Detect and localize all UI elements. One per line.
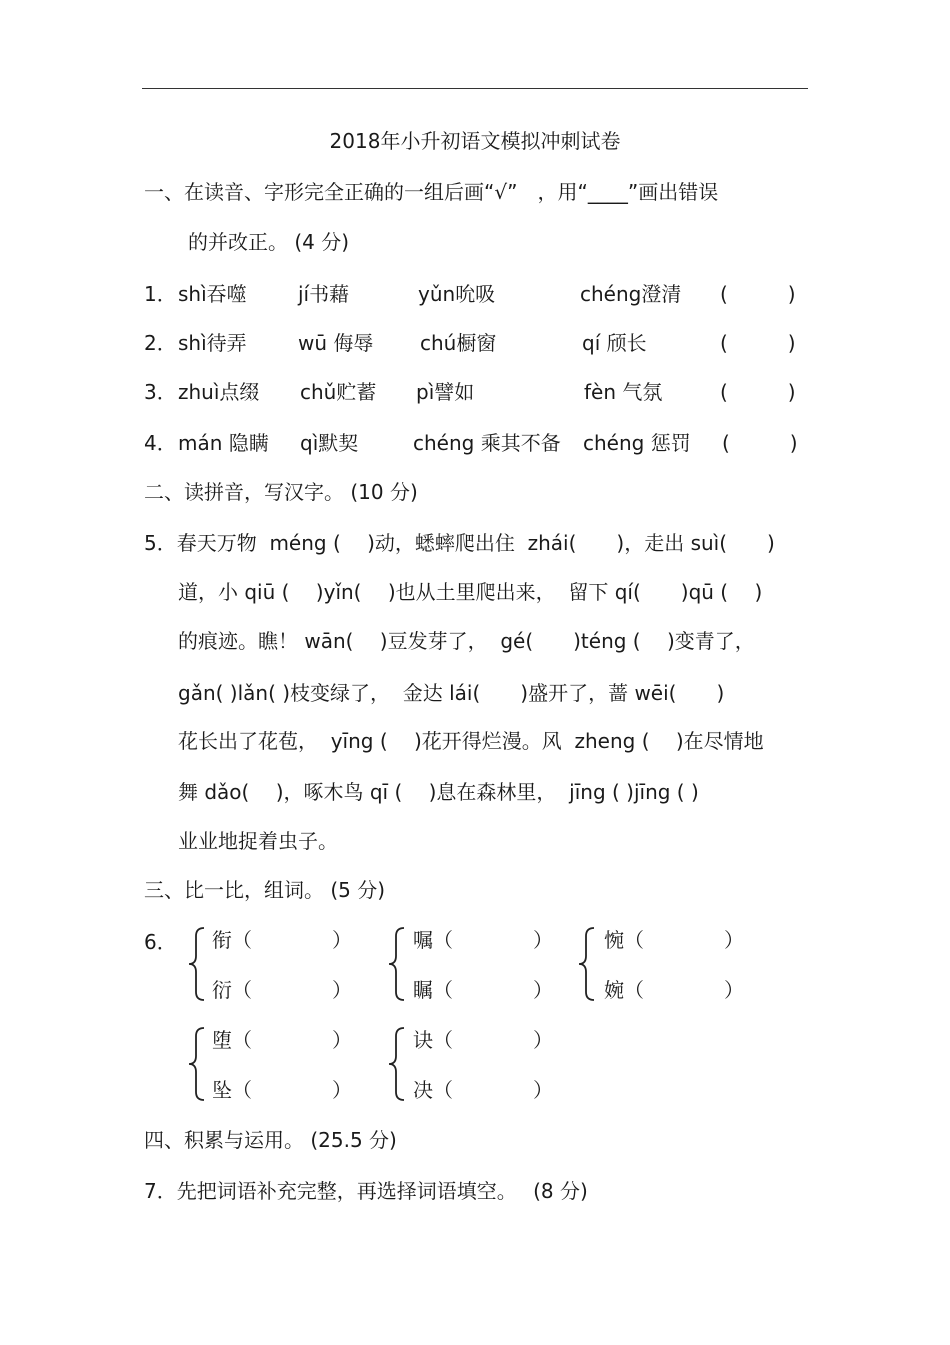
row-number: 4． [144, 431, 177, 455]
option-a: mán 隐瞒 [178, 431, 269, 455]
word-pair-bottom: 决（ ） [413, 1078, 553, 1102]
word-pair-top: 惋（ ） [604, 928, 744, 952]
option-d: fèn 气氛 [584, 380, 663, 404]
option-c: chéng 乘其不备 [413, 431, 561, 455]
option-b: jí书藉 [298, 282, 350, 306]
section3-heading: 三、比一比，组词。 (5 分) [144, 878, 386, 902]
answer-blank[interactable]: ( ) [722, 431, 798, 455]
passage-line: 业业地捉着虫子。 [178, 829, 338, 853]
brace-icon [388, 926, 406, 1002]
passage-line: 5．春天万物 méng ( )动，蟋蟀爬出住 zhái( )，走出 suì( ) [144, 531, 775, 555]
brace-icon [188, 926, 206, 1002]
passage-line: 花长出了花苞， yīng ( )花开得烂漫。风 zheng ( )在尽情地 [178, 729, 764, 753]
word-pair-bottom: 婉（ ） [604, 978, 744, 1002]
answer-blank[interactable]: ( ) [720, 380, 796, 404]
row-number: 1． [144, 282, 177, 306]
word-pair-top: 衔（ ） [212, 928, 352, 952]
option-d: chéng澄清 [580, 282, 682, 306]
option-c: yǔn吮吸 [418, 282, 496, 306]
option-c: pì譬如 [416, 380, 475, 404]
option-b: qì默契 [300, 431, 359, 455]
brace-icon [188, 1026, 206, 1102]
passage-line: gǎn( )lǎn( )枝变绿了， 金达 lái( )盛开了，蔷 wēi( ) [178, 681, 725, 705]
word-pair-top: 诀（ ） [413, 1028, 553, 1052]
option-d: chéng 惩罚 [583, 431, 691, 455]
word-pair-top: 嘱（ ） [413, 928, 553, 952]
page-title: 2018年小升初语文模拟冲刺试卷 [329, 129, 621, 153]
question-7: 7．先把词语补充完整，再选择词语填空。 (8 分) [144, 1179, 588, 1203]
brace-icon [388, 1026, 406, 1102]
row-number: 3． [144, 380, 177, 404]
word-pair-bottom: 瞩（ ） [413, 978, 553, 1002]
option-c: chú橱窗 [420, 331, 497, 355]
word-pair-top: 堕（ ） [212, 1028, 352, 1052]
row-number: 2． [144, 331, 177, 355]
section1-heading-cont: 的并改正。 (4 分) [188, 230, 350, 254]
passage-line: 道，小 qiū ( )yǐn( )也从土里爬出来， 留下 qí( )qū ( ) [178, 580, 763, 604]
passage-line: 舞 dǎo( )，啄木鸟 qī ( )息在森林里， jīng ( )jīng ( ) [178, 780, 699, 804]
option-a: shì待弄 [178, 331, 247, 355]
section4-heading: 四、积累与运用。 (25.5 分) [144, 1128, 397, 1152]
answer-blank[interactable]: ( ) [720, 331, 796, 355]
section2-heading: 二、读拼音，写汉字。 (10 分) [144, 480, 418, 504]
answer-blank[interactable]: ( ) [720, 282, 796, 306]
header-rule [142, 88, 808, 89]
option-a: shì吞噬 [178, 282, 247, 306]
section1-heading: 一、在读音、字形完全正确的一组后画“√” ，用“____”画出错误 [144, 180, 719, 204]
brace-icon [578, 926, 596, 1002]
word-pair-bottom: 坠（ ） [212, 1078, 352, 1102]
option-b: wū 侮辱 [298, 331, 374, 355]
passage-line: 的痕迹。瞧！ wān( )豆发芽了， gé( )téng ( )变青了， [178, 629, 755, 653]
option-a: zhuì点缀 [178, 380, 260, 404]
option-b: chǔ贮蓄 [300, 380, 377, 404]
question-number: 6． [144, 930, 177, 954]
word-pair-bottom: 衍（ ） [212, 978, 352, 1002]
option-d: qí 颀长 [582, 331, 647, 355]
